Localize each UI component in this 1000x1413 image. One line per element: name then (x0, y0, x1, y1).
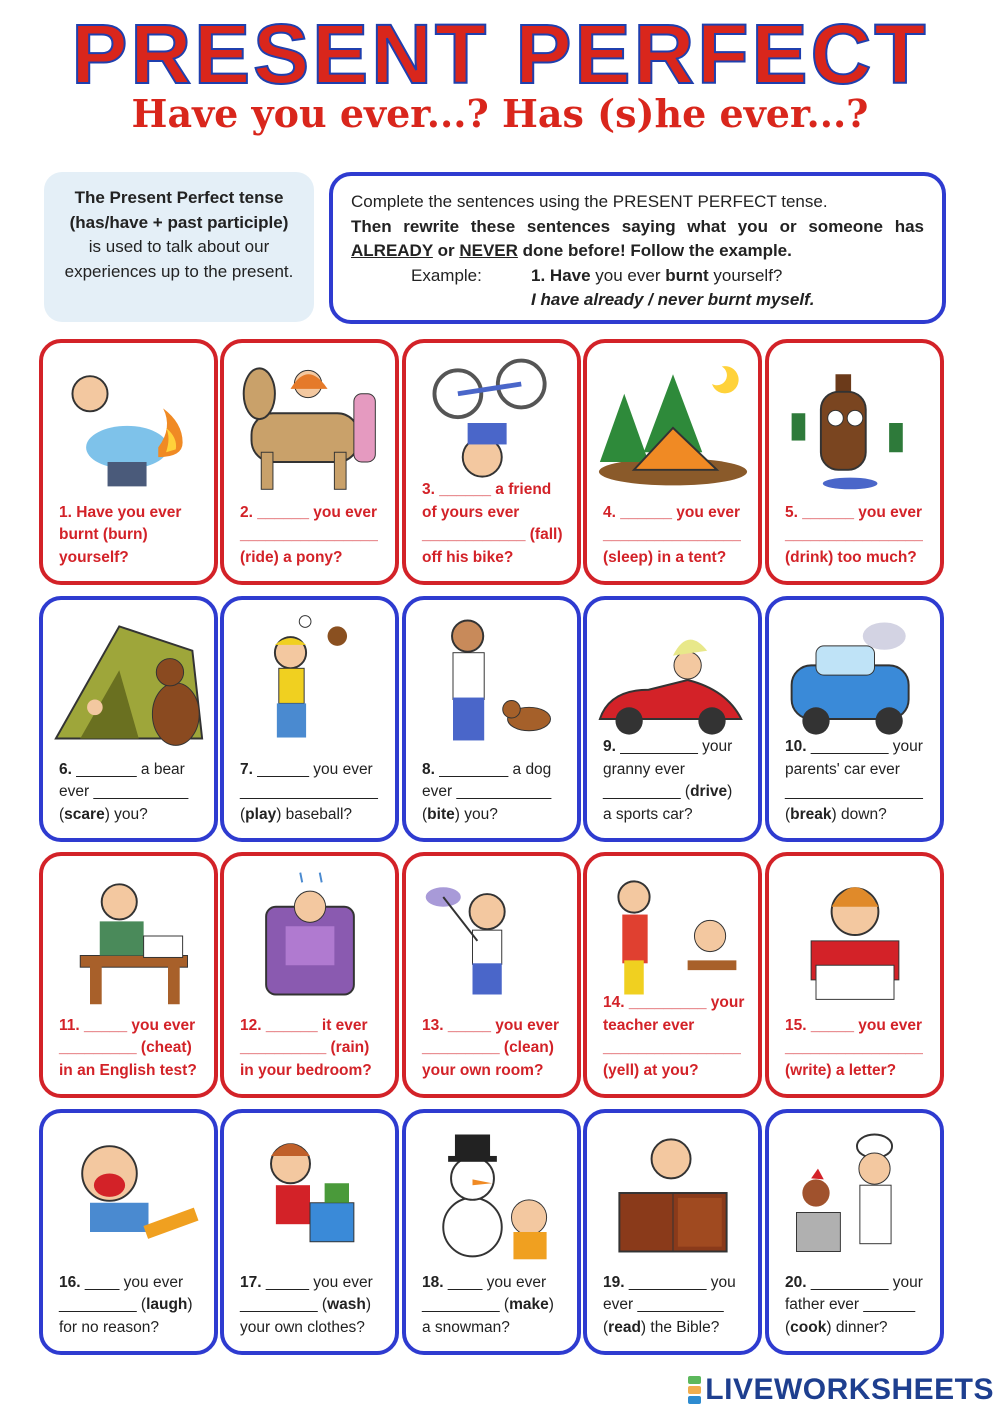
grammar-info-box (44, 172, 314, 322)
dog-icon (414, 610, 570, 750)
exercise-sentence: 6. _______ a bear ever ___________ (scare) you? (59, 760, 189, 823)
exercise-sentence: 1. Have you ever burnt (burn) yourself? (59, 503, 182, 566)
page-subtitle: Have you ever...? Has (s)he ever...? (131, 91, 869, 136)
laundry-icon (232, 1123, 388, 1263)
info-bold-1: The Present Perfect tense (74, 188, 284, 207)
exercise-card-18 (402, 1109, 581, 1355)
broken-car-icon (777, 610, 933, 750)
already-word: ALREADY (351, 241, 433, 260)
exercise-card-7 (220, 596, 399, 842)
laughing-icon (51, 1123, 207, 1263)
snowman-icon (414, 1123, 570, 1263)
logo-icon (688, 1375, 701, 1405)
exercise-card-19 (583, 1109, 762, 1355)
never-word: NEVER (459, 241, 518, 260)
man-burning-icon (51, 353, 207, 493)
exercise-card-1 (39, 339, 218, 585)
exercise-sentence: 7. ______ you ever ________________ (play) baseball? (240, 760, 378, 823)
cheating-icon (51, 866, 207, 1006)
exercise-sentence: 4. ______ you ever ________________ (sleep) in a tent? (603, 503, 741, 566)
sports-car-icon (595, 610, 751, 750)
bear-icon (51, 610, 207, 750)
exercise-sentence: 15. _____ you ever ________________ (write) a letter? (785, 1016, 923, 1079)
exercise-sentence: 3. ______ a friend of yours ever ____________ (fall) off his bike? (422, 481, 563, 566)
exercise-card-2 (220, 339, 399, 585)
exercise-sentence: 2. ______ you ever ________________ (ride) a pony? (240, 503, 378, 566)
instructions-line-1: Complete the sentences using the PRESENT PERFECT tense. (351, 192, 828, 211)
exercise-sentence: 10. _________ your parents' car ever ________________ (break) down? (785, 738, 923, 823)
exercise-card-3 (402, 339, 581, 585)
pony-icon (232, 353, 388, 493)
exercise-sentence: 18. ____ you ever _________ (make) a snowman? (422, 1273, 554, 1336)
instructions-line-2: Then rewrite these sentences saying what you or someone has ALREADY or NEVER done before! Follow the example. (351, 216, 924, 260)
teacher-yell-icon (595, 866, 751, 1006)
exercise-card-20 (765, 1109, 944, 1355)
baseball-icon (232, 610, 388, 750)
info-bold-2: (has/have + past participle) (69, 212, 289, 232)
exercise-card-9 (583, 596, 762, 842)
example-row (351, 264, 924, 289)
instructions-box (329, 172, 946, 324)
exercise-sentence: 9. _________ your granny ever _________ (drive) a sports car? (603, 738, 733, 823)
bike-fall-icon (414, 353, 570, 493)
example-answer: I have already / never burnt myself. (531, 290, 815, 309)
exercise-card-6 (39, 596, 218, 842)
chef-icon (777, 1123, 933, 1263)
exercise-card-4 (583, 339, 762, 585)
exercise-sentence: 17. _____ you ever _________ (wash) your own clothes? (240, 1273, 373, 1336)
bottle-icon (777, 353, 933, 493)
exercise-sentence: 19. _________ you ever __________ (read) the Bible? (603, 1273, 736, 1336)
liveworksheets-logo: LIVEWORKSHEETS (688, 1373, 994, 1407)
exercise-card-11 (39, 852, 218, 1098)
exercise-sentence: 16. ____ you ever _________ (laugh) for no reason? (59, 1273, 193, 1336)
exercise-card-14 (583, 852, 762, 1098)
exercise-card-10 (765, 596, 944, 842)
example-question: 1. Have you ever burnt yourself? (531, 265, 783, 285)
exercise-card-13 (402, 852, 581, 1098)
exercise-sentence: 5. ______ you ever ________________ (drink) too much? (785, 503, 923, 566)
exercise-sentence: 8. ________ a dog ever ___________ (bite) you? (422, 760, 552, 823)
example-label: Example: (411, 265, 482, 285)
bible-icon (595, 1123, 751, 1263)
exercise-card-12 (220, 852, 399, 1098)
exercise-sentence: 20. _________ your father ever ______ (cook) dinner? (785, 1273, 923, 1336)
letter-icon (777, 866, 933, 1006)
exercise-sentence: 12. ______ it ever __________ (rain) in your bedroom? (240, 1016, 372, 1079)
exercise-card-5 (765, 339, 944, 585)
exercise-sentence: 14. _________ your teacher ever ________________ (yell) at you? (603, 994, 745, 1079)
exercise-sentence: 13. _____ you ever _________ (clean) your own room? (422, 1016, 560, 1079)
tent-icon (595, 353, 751, 493)
info-text: is used to talk about our experiences up to the present. (64, 237, 294, 281)
cleaning-icon (414, 866, 570, 1006)
exercise-card-17 (220, 1109, 399, 1355)
exercise-card-16 (39, 1109, 218, 1355)
page-title: PRESENT PERFECT (71, 7, 929, 101)
rain-chair-icon (232, 866, 388, 1006)
exercise-sentence: 11. _____ you ever _________ (cheat) in an English test? (59, 1016, 197, 1079)
exercise-card-8 (402, 596, 581, 842)
exercise-card-15 (765, 852, 944, 1098)
